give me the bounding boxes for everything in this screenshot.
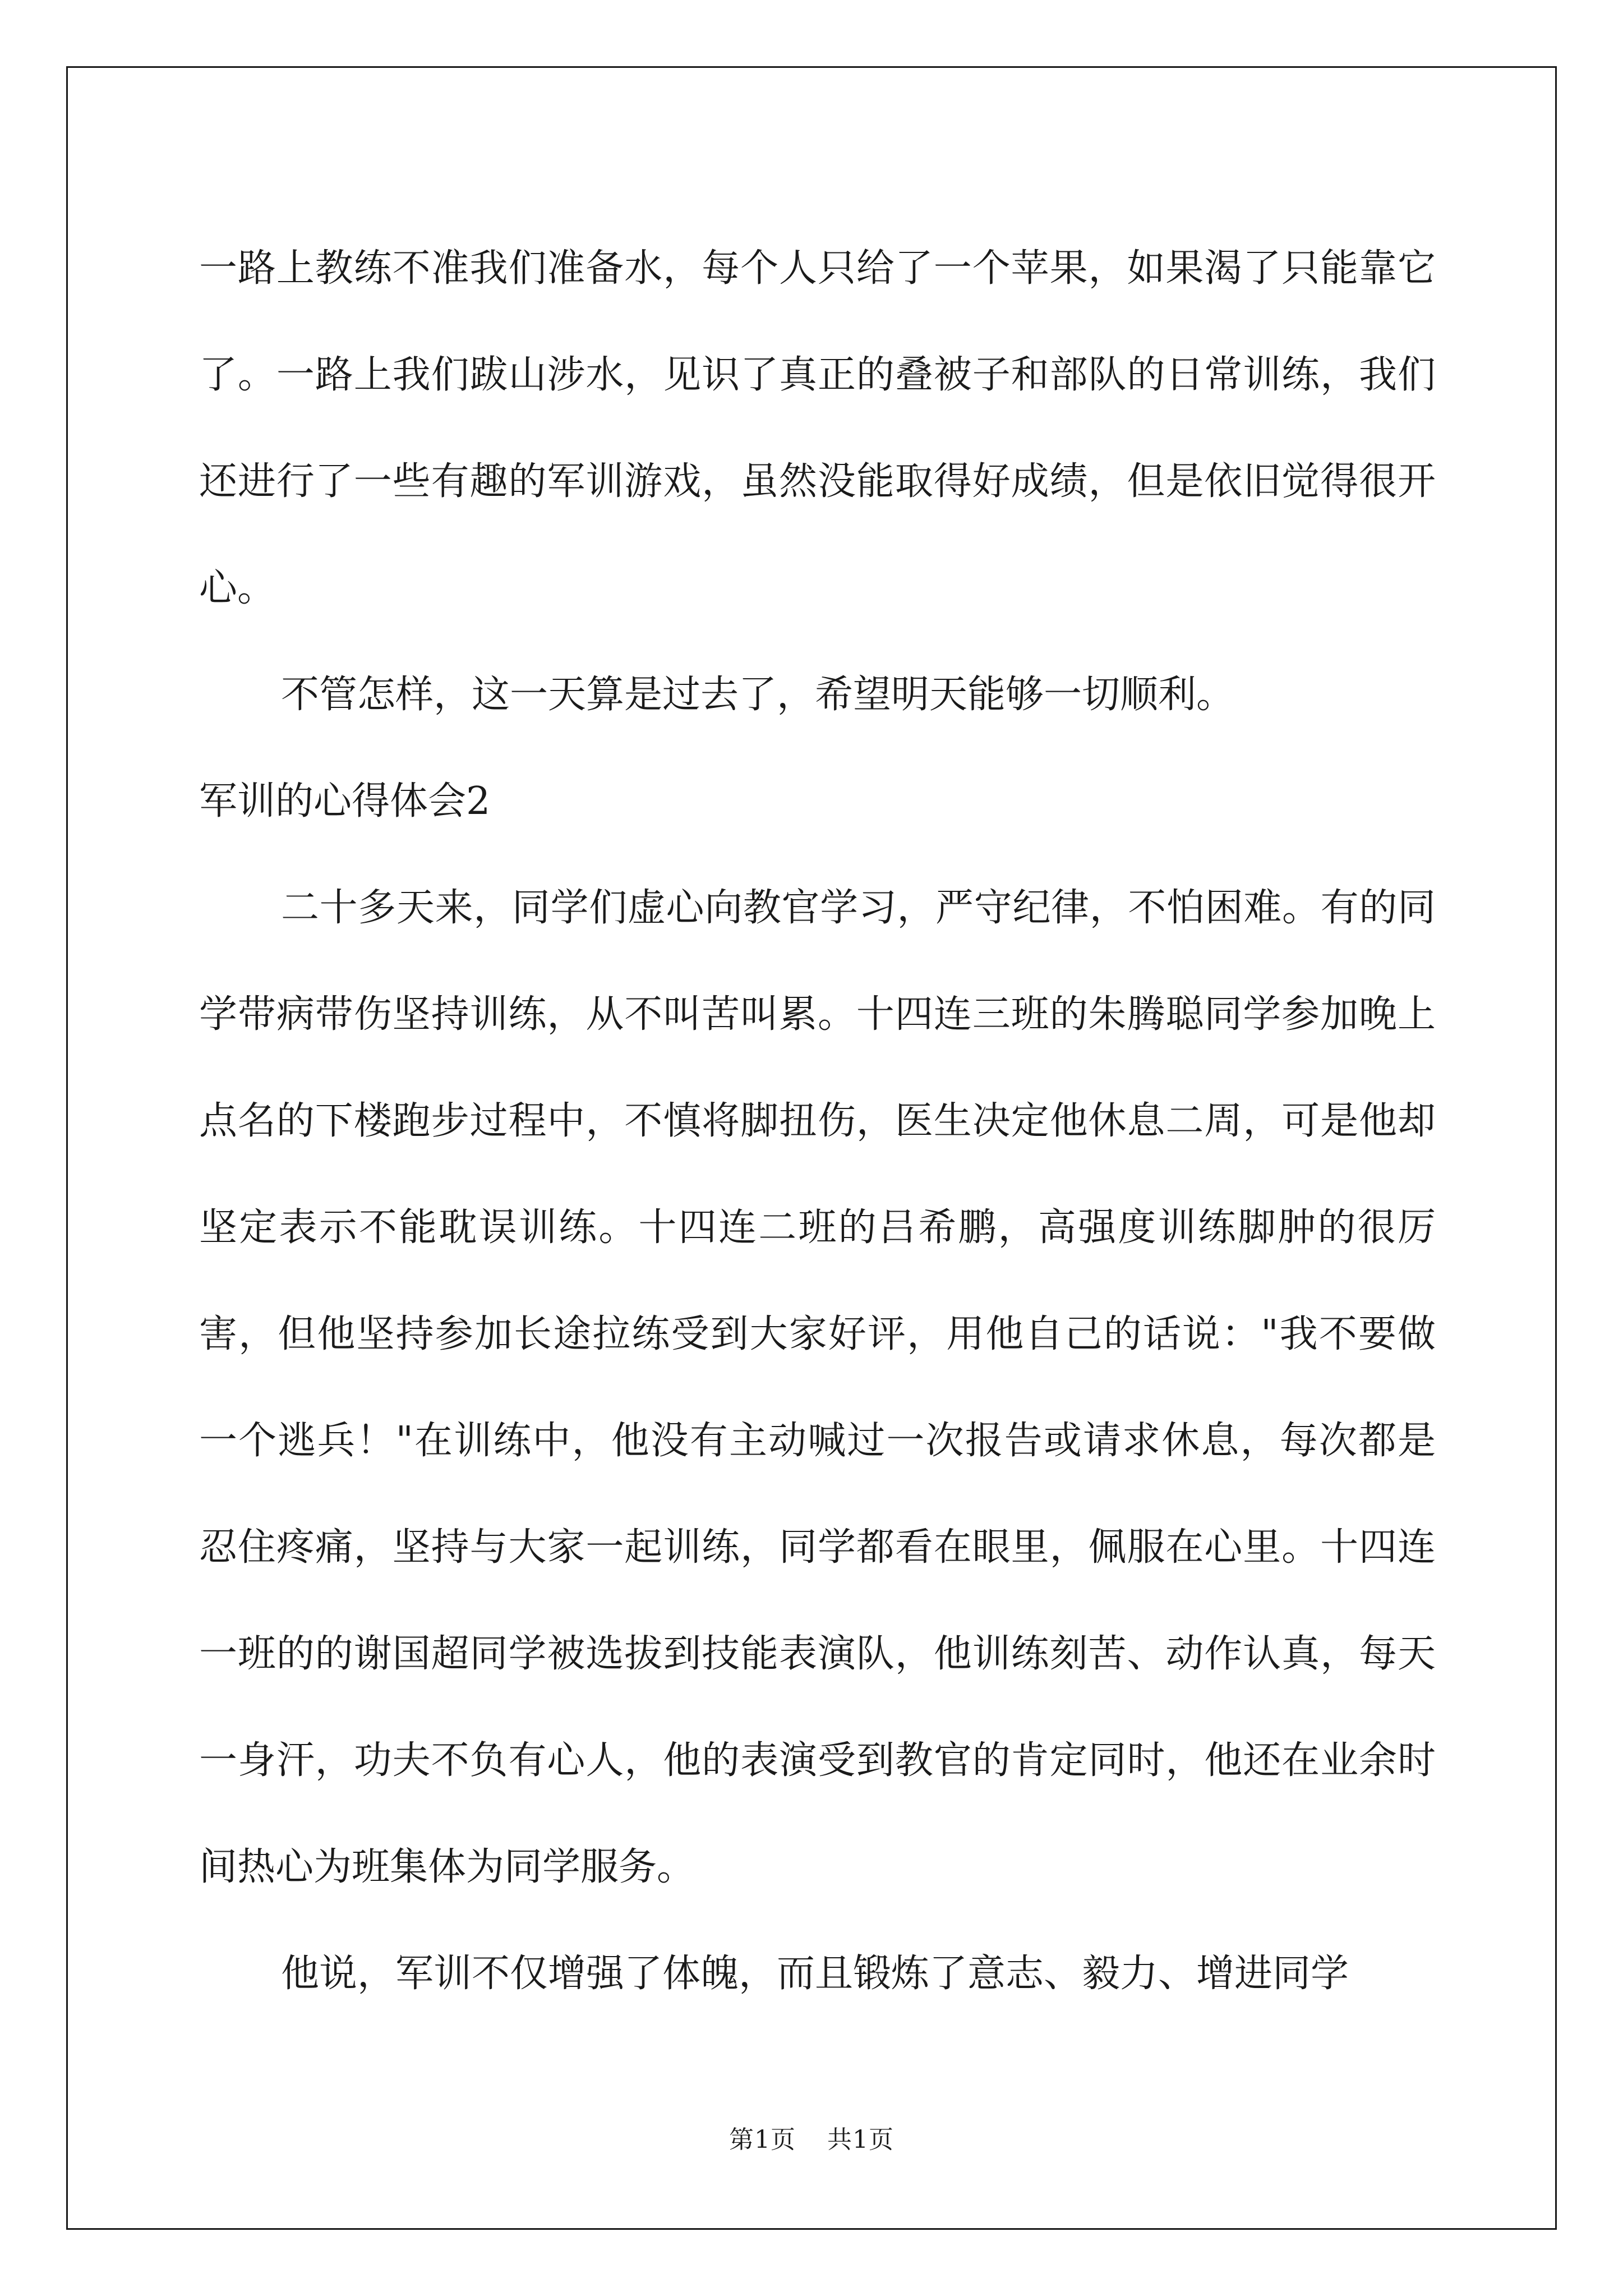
- paragraph-4: 他说，军训不仅增强了体魄，而且锻炼了意志、毅力、增进同学: [281, 1952, 1349, 1996]
- section-title: 军训的心得体会2: [199, 779, 491, 823]
- paragraph-1: 一路上教练不准我们准备水，每个人只给了一个苹果，如果渴了只能靠它了。一路上我们跋山涉水，见识了真正的叠被子和部队的日常训练，我们还进行了一些有趣的军训游戏，虽然没能取得好成绩，但是依旧觉得很开心。: [199, 246, 1436, 610]
- paragraph-2: 不管怎样，这一天算是过去了，希望明天能够一切顺利。: [281, 673, 1235, 717]
- page-footer: [0, 2119, 1623, 2155]
- document-body: [199, 215, 1436, 2027]
- paragraph-3: 二十多天来，同学们虚心向教官学习，严守纪律，不怕困难。有的同学带病带伤坚持训练，从不叫苦叫累。十四连三班的朱腾聪同学参加晚上点名的下楼跑步过程中，不慎将脚扭伤，医生决定他休息二周，可是他却坚定表示不能耽误训练。十四连二班的吕希鹏，高强度训练脚肿的很厉害，但他坚持参加长途拉练受到大家好评，用他自己的话说："我不要做一个逃兵！"在训练中，他没有主动喊过一次报告或请求休息，每次都是忍住疼痛，坚持与大家一起训练，同学都看在眼里，佩服在心里。十四连一班的的谢国超同学被选拔到技能表演队，他训练刻苦、动作认真，每天一身汗，功夫不负有心人，他的表演受到教官的肯定同时，他还在业余时间热心为班集体为同学服务。: [199, 886, 1436, 1889]
- page-total: 共1页: [827, 2125, 894, 2154]
- page-number: 第1页: [729, 2125, 796, 2154]
